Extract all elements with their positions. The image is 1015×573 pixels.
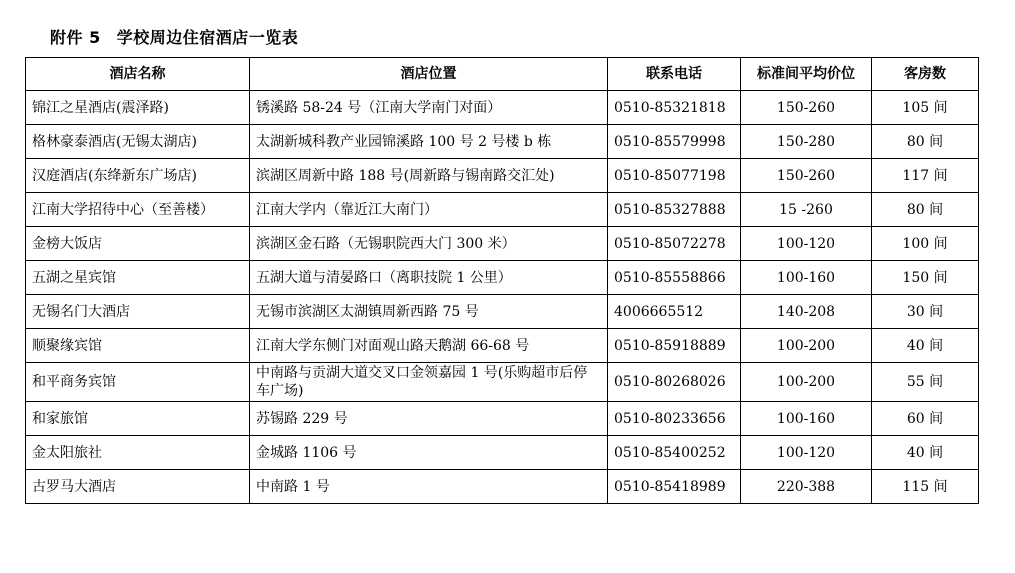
header-location: 酒店位置: [250, 58, 608, 91]
cell-hotel-name: 五湖之星宾馆: [26, 261, 250, 295]
cell-price: 100-200: [741, 329, 872, 363]
cell-hotel-name: 古罗马大酒店: [26, 470, 250, 504]
cell-phone: 0510-85321818: [608, 91, 741, 125]
cell-phone: 0510-85558866: [608, 261, 741, 295]
header-phone: 联系电话: [608, 58, 741, 91]
cell-hotel-name: 格林豪泰酒店(无锡太湖店): [26, 125, 250, 159]
cell-price: 100-160: [741, 402, 872, 436]
document-title: [50, 25, 298, 48]
cell-price: 150-260: [741, 91, 872, 125]
cell-hotel-name: 锦江之星酒店(震泽路): [26, 91, 250, 125]
cell-rooms: 105 间: [872, 91, 979, 125]
cell-price: 15 -260: [741, 193, 872, 227]
header-name: 酒店名称: [26, 58, 250, 91]
cell-location: 江南大学东侧门对面观山路天鹅湖 66-68 号: [250, 329, 608, 363]
cell-hotel-name: 汉庭酒店(东绛新东广场店): [26, 159, 250, 193]
cell-location: 无锡市滨湖区太湖镇周新西路 75 号: [250, 295, 608, 329]
cell-location: 滨湖区周新中路 188 号(周新路与锡南路交汇处): [250, 159, 608, 193]
cell-phone: 0510-85418989: [608, 470, 741, 504]
cell-phone: 0510-80233656: [608, 402, 741, 436]
cell-rooms: 40 间: [872, 436, 979, 470]
cell-price: 150-260: [741, 159, 872, 193]
cell-price: 220-388: [741, 470, 872, 504]
cell-location: 金城路 1106 号: [250, 436, 608, 470]
cell-location: 苏锡路 229 号: [250, 402, 608, 436]
table-body: [26, 91, 979, 504]
header-price: 标准间平均价位: [741, 58, 872, 91]
cell-phone: 0510-85918889: [608, 329, 741, 363]
hotel-table: [25, 57, 979, 504]
cell-location: 江南大学内（靠近江大南门）: [250, 193, 608, 227]
table-row: [26, 261, 979, 295]
cell-hotel-name: 无锡名门大酒店: [26, 295, 250, 329]
cell-rooms: 80 间: [872, 193, 979, 227]
cell-location: 中南路 1 号: [250, 470, 608, 504]
cell-rooms: 117 间: [872, 159, 979, 193]
cell-price: 100-120: [741, 436, 872, 470]
cell-hotel-name: 江南大学招待中心（至善楼）: [26, 193, 250, 227]
cell-price: 140-208: [741, 295, 872, 329]
table-row: [26, 91, 979, 125]
cell-rooms: 115 间: [872, 470, 979, 504]
table-row: [26, 329, 979, 363]
cell-price: 100-120: [741, 227, 872, 261]
cell-hotel-name: 和平商务宾馆: [26, 363, 250, 402]
cell-hotel-name: 金榜大饭店: [26, 227, 250, 261]
table-row: [26, 402, 979, 436]
cell-price: 100-160: [741, 261, 872, 295]
cell-hotel-name: 和家旅馆: [26, 402, 250, 436]
table-row: [26, 363, 979, 402]
cell-rooms: 80 间: [872, 125, 979, 159]
cell-location: 滨湖区金石路（无锡职院西大门 300 米）: [250, 227, 608, 261]
cell-rooms: 150 间: [872, 261, 979, 295]
table-row: [26, 193, 979, 227]
title-text: 学校周边住宿酒店一览表: [116, 28, 299, 47]
cell-rooms: 100 间: [872, 227, 979, 261]
table-row: [26, 295, 979, 329]
table-row: [26, 470, 979, 504]
cell-price: 100-200: [741, 363, 872, 402]
cell-hotel-name: 顺聚缘宾馆: [26, 329, 250, 363]
cell-phone: 0510-85579998: [608, 125, 741, 159]
cell-phone: 0510-80268026: [608, 363, 741, 402]
header-rooms: 客房数: [872, 58, 979, 91]
cell-location: 锈溪路 58-24 号（江南大学南门对面）: [250, 91, 608, 125]
table-row: [26, 159, 979, 193]
cell-phone: 0510-85400252: [608, 436, 741, 470]
table-header-row: [26, 58, 979, 91]
table-row: [26, 125, 979, 159]
cell-phone: 4006665512: [608, 295, 741, 329]
cell-phone: 0510-85072278: [608, 227, 741, 261]
cell-rooms: 55 间: [872, 363, 979, 402]
title-prefix: 附件 5: [50, 28, 101, 47]
cell-location: 中南路与贡湖大道交叉口金领嘉园 1 号(乐购超市后停车广场): [250, 363, 608, 402]
table-row: [26, 227, 979, 261]
cell-price: 150-280: [741, 125, 872, 159]
cell-phone: 0510-85077198: [608, 159, 741, 193]
cell-rooms: 40 间: [872, 329, 979, 363]
cell-location: 太湖新城科教产业园锦溪路 100 号 2 号楼 b 栋: [250, 125, 608, 159]
cell-rooms: 30 间: [872, 295, 979, 329]
cell-phone: 0510-85327888: [608, 193, 741, 227]
cell-location: 五湖大道与清晏路口（离职技院 1 公里）: [250, 261, 608, 295]
table-row: [26, 436, 979, 470]
cell-rooms: 60 间: [872, 402, 979, 436]
cell-hotel-name: 金太阳旅社: [26, 436, 250, 470]
